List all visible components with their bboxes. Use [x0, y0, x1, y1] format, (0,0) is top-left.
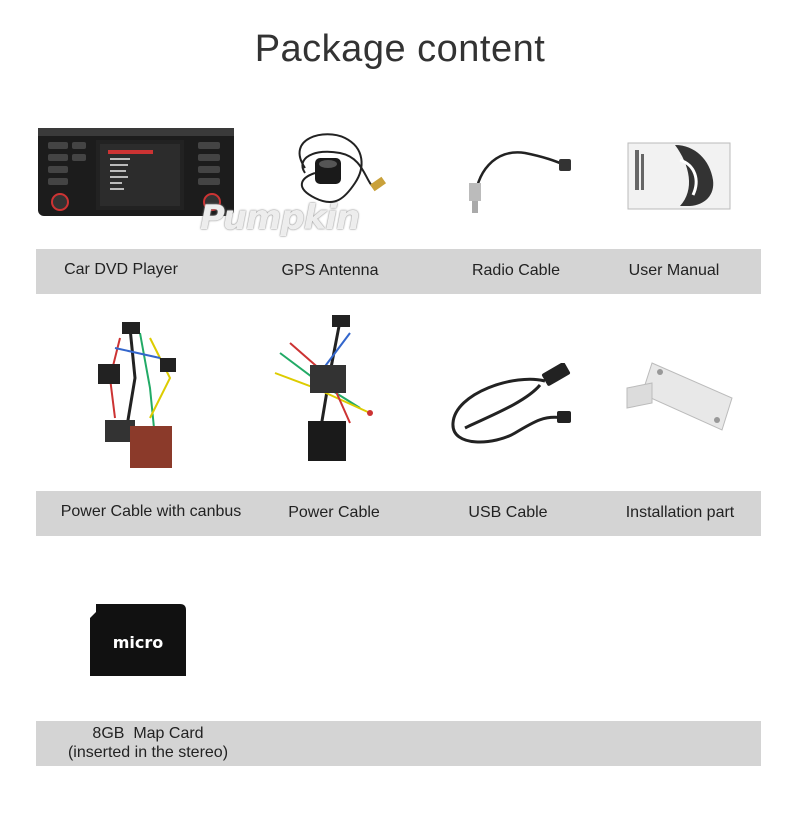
- item-label: Power Cable with canbus: [60, 503, 242, 520]
- item-label: User Manual: [628, 262, 720, 279]
- item-label: Car DVD Player: [64, 261, 178, 278]
- item-label: Radio Cable: [471, 262, 561, 279]
- item-label: Installation part: [625, 504, 735, 521]
- user-manual-image: [625, 140, 733, 212]
- usb-cable-image: [445, 363, 575, 453]
- power-cable-canbus-image: [80, 318, 230, 468]
- page-title: Package content: [254, 28, 546, 70]
- item-label: USB Cable: [468, 504, 548, 521]
- item-label: GPS Antenna: [281, 262, 379, 279]
- radio-cable-image: [455, 143, 575, 215]
- gps-antenna-image: [285, 128, 395, 218]
- item-label: Power Cable: [288, 504, 380, 521]
- installation-part-image: [622, 358, 742, 440]
- watermark-text: Pumpkin: [200, 198, 360, 238]
- micro-sd-card-image: [88, 604, 188, 676]
- micro-sd-label: micro: [112, 633, 164, 652]
- item-label-line2: (inserted in the stereo): [67, 744, 229, 761]
- item-label-line1: 8GB Map Card: [92, 725, 204, 742]
- power-cable-image: [260, 313, 410, 468]
